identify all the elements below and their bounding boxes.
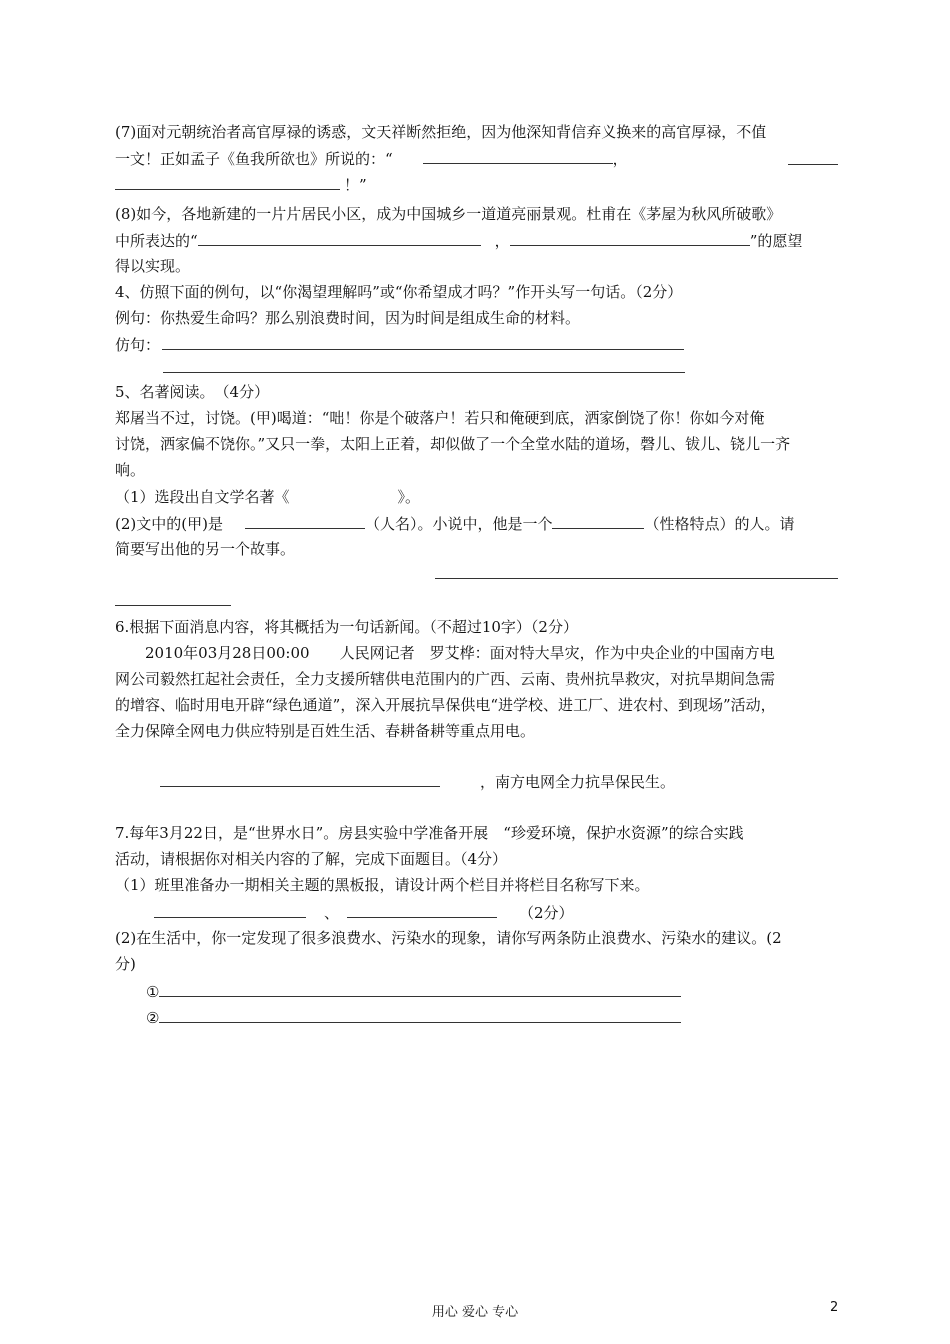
q7-blank1[interactable] — [423, 148, 613, 164]
suggestion-2-marker: ② — [146, 1009, 160, 1027]
column-separator: 、 — [324, 904, 340, 922]
suggestion-1 — [146, 981, 681, 1002]
suggestion-1-marker: ① — [146, 983, 160, 1001]
section6-news-line1: 2010年03月28日00:00 人民网记者 罗艾桦：面对特大旱灾，作为中央企业的中国南方电 — [115, 644, 775, 662]
section4-example: 例句：你热爱生命吗？那么别浪费时间，因为时间是组成生命的材料。 — [115, 309, 581, 327]
section5-q2 — [115, 513, 794, 534]
story-answer-line1[interactable] — [435, 578, 838, 579]
suggestion-2-blank[interactable] — [159, 1007, 681, 1023]
section7-q1-answers — [154, 902, 574, 923]
fangju-label: 仿句： — [115, 336, 161, 354]
fangju-line1[interactable] — [162, 334, 684, 350]
q8-suffix: ”的愿望 — [749, 232, 803, 250]
section7-q2-line1: (2)在生活中，你一定发现了很多浪费水、污染水的现象，请你写两条防止浪费水、污染水的建议。(2 — [115, 929, 782, 947]
section6-news-line3: 的增容、临时用电开辟“绿色通道”，深入开展抗旱保供电“进学校、进工厂、进农村、到现场”活动， — [115, 696, 776, 714]
q8-blank2[interactable] — [510, 230, 750, 246]
section7-q1: （1）班里准备办一期相关主题的黑板报，请设计两个栏目并将栏目名称写下来。 — [115, 876, 650, 894]
q8-blank1[interactable] — [198, 230, 481, 246]
section7-line1: 7.每年3月22日，是“世界水日”。房县实验中学准备开展 “珍爱环境，保护水资源”的综合实践 — [115, 824, 744, 842]
q8-prefix: 中所表达的“ — [115, 232, 198, 250]
section5-q2-line2: 简要写出他的另一个故事。 — [115, 540, 296, 558]
section5-q1 — [115, 487, 420, 507]
section5-title: 5、名著阅读。 （4分） — [115, 383, 270, 401]
q7-end: ！” — [344, 176, 367, 194]
q7-prefix: 一文！正如孟子《鱼我所欲也》所说的：“ — [115, 150, 393, 168]
section5-passage-line1: 郑屠当不过，讨饶。(甲)喝道：“咄！你是个破落户！若只和俺硬到底，洒家倒饶了你！你如今对俺 — [115, 409, 765, 427]
q7-line2 — [115, 148, 628, 169]
suggestion-1-blank[interactable] — [159, 981, 681, 997]
fangju-line2[interactable] — [163, 372, 685, 373]
section4-title: 4、仿照下面的例句，以“你渴望理解吗”或“你希望成才吗？”作开头写一句话。（2分） — [115, 283, 683, 301]
q7-line1: (7)面对元朝统治者高官厚禄的诱惑，文天祥断然拒绝，因为他深知背信弃义换来的高官厚禄，不值 — [115, 123, 767, 141]
section4-fangju — [115, 334, 684, 355]
q2-mid: （人名）。小说中，他是一个 — [364, 515, 553, 533]
section6-answer — [160, 771, 675, 792]
q1-suffix: 》。 — [397, 488, 421, 506]
q8-comma: ， — [494, 232, 510, 250]
section6-news-line2: 网公司毅然扛起社会责任，全力支援所辖供电范围内的广西、云南、贵州抗旱救灾，对抗旱期间急需 — [115, 670, 776, 688]
q2-prefix: (2)文中的(甲)是 — [115, 515, 223, 533]
q8-line2 — [115, 230, 802, 251]
headline-suffix: ，南方电网全力抗旱保民生。 — [480, 773, 676, 791]
suggestion-2 — [146, 1007, 681, 1028]
q1-points: （2分） — [519, 904, 574, 922]
page-number: 2 — [830, 1300, 839, 1315]
column-name-blank2[interactable] — [347, 902, 497, 918]
page-footer: 用心 爱心 专心 — [431, 1305, 519, 1320]
section5-passage-line3: 响。 — [115, 461, 146, 479]
q7-line3 — [115, 174, 367, 195]
q7-blank2[interactable] — [115, 174, 340, 190]
section6-news-line4: 全力保障全网电力供应特别是百姓生活、春耕备耕等重点用电。 — [115, 722, 536, 740]
name-blank[interactable] — [245, 513, 365, 529]
section7-line2: 活动，请根据你对相关内容的了解，完成下面题目。（4分） — [115, 850, 508, 868]
column-name-blank1[interactable] — [154, 902, 306, 918]
section6-title: 6.根据下面消息内容，将其概括为一句话新闻。（不超过10字）（2分） — [115, 618, 578, 636]
q1-prefix: （1）选段出自文学名著《 — [115, 488, 290, 506]
headline-blank[interactable] — [160, 771, 440, 787]
trait-blank[interactable] — [552, 513, 644, 529]
section5-passage-line2: 讨饶，洒家偏不饶你。”又只一拳，太阳上正着，却似做了一个全堂水陆的道场，磬儿、钹儿、铙儿一齐 — [115, 435, 791, 453]
q7-comma: ， — [612, 150, 628, 168]
section7-q2-line2: 分) — [115, 955, 136, 973]
q7-blank2-start[interactable] — [788, 164, 838, 165]
q2-suffix: （性格特点）的人。请 — [644, 515, 795, 533]
story-answer-line2[interactable] — [115, 605, 231, 606]
q8-line3: 得以实现。 — [115, 257, 191, 275]
q8-line1: (8)如今，各地新建的一片片居民小区，成为中国城乡一道道亮丽景观。杜甫在《茅屋为秋风所破歌》 — [115, 205, 782, 223]
